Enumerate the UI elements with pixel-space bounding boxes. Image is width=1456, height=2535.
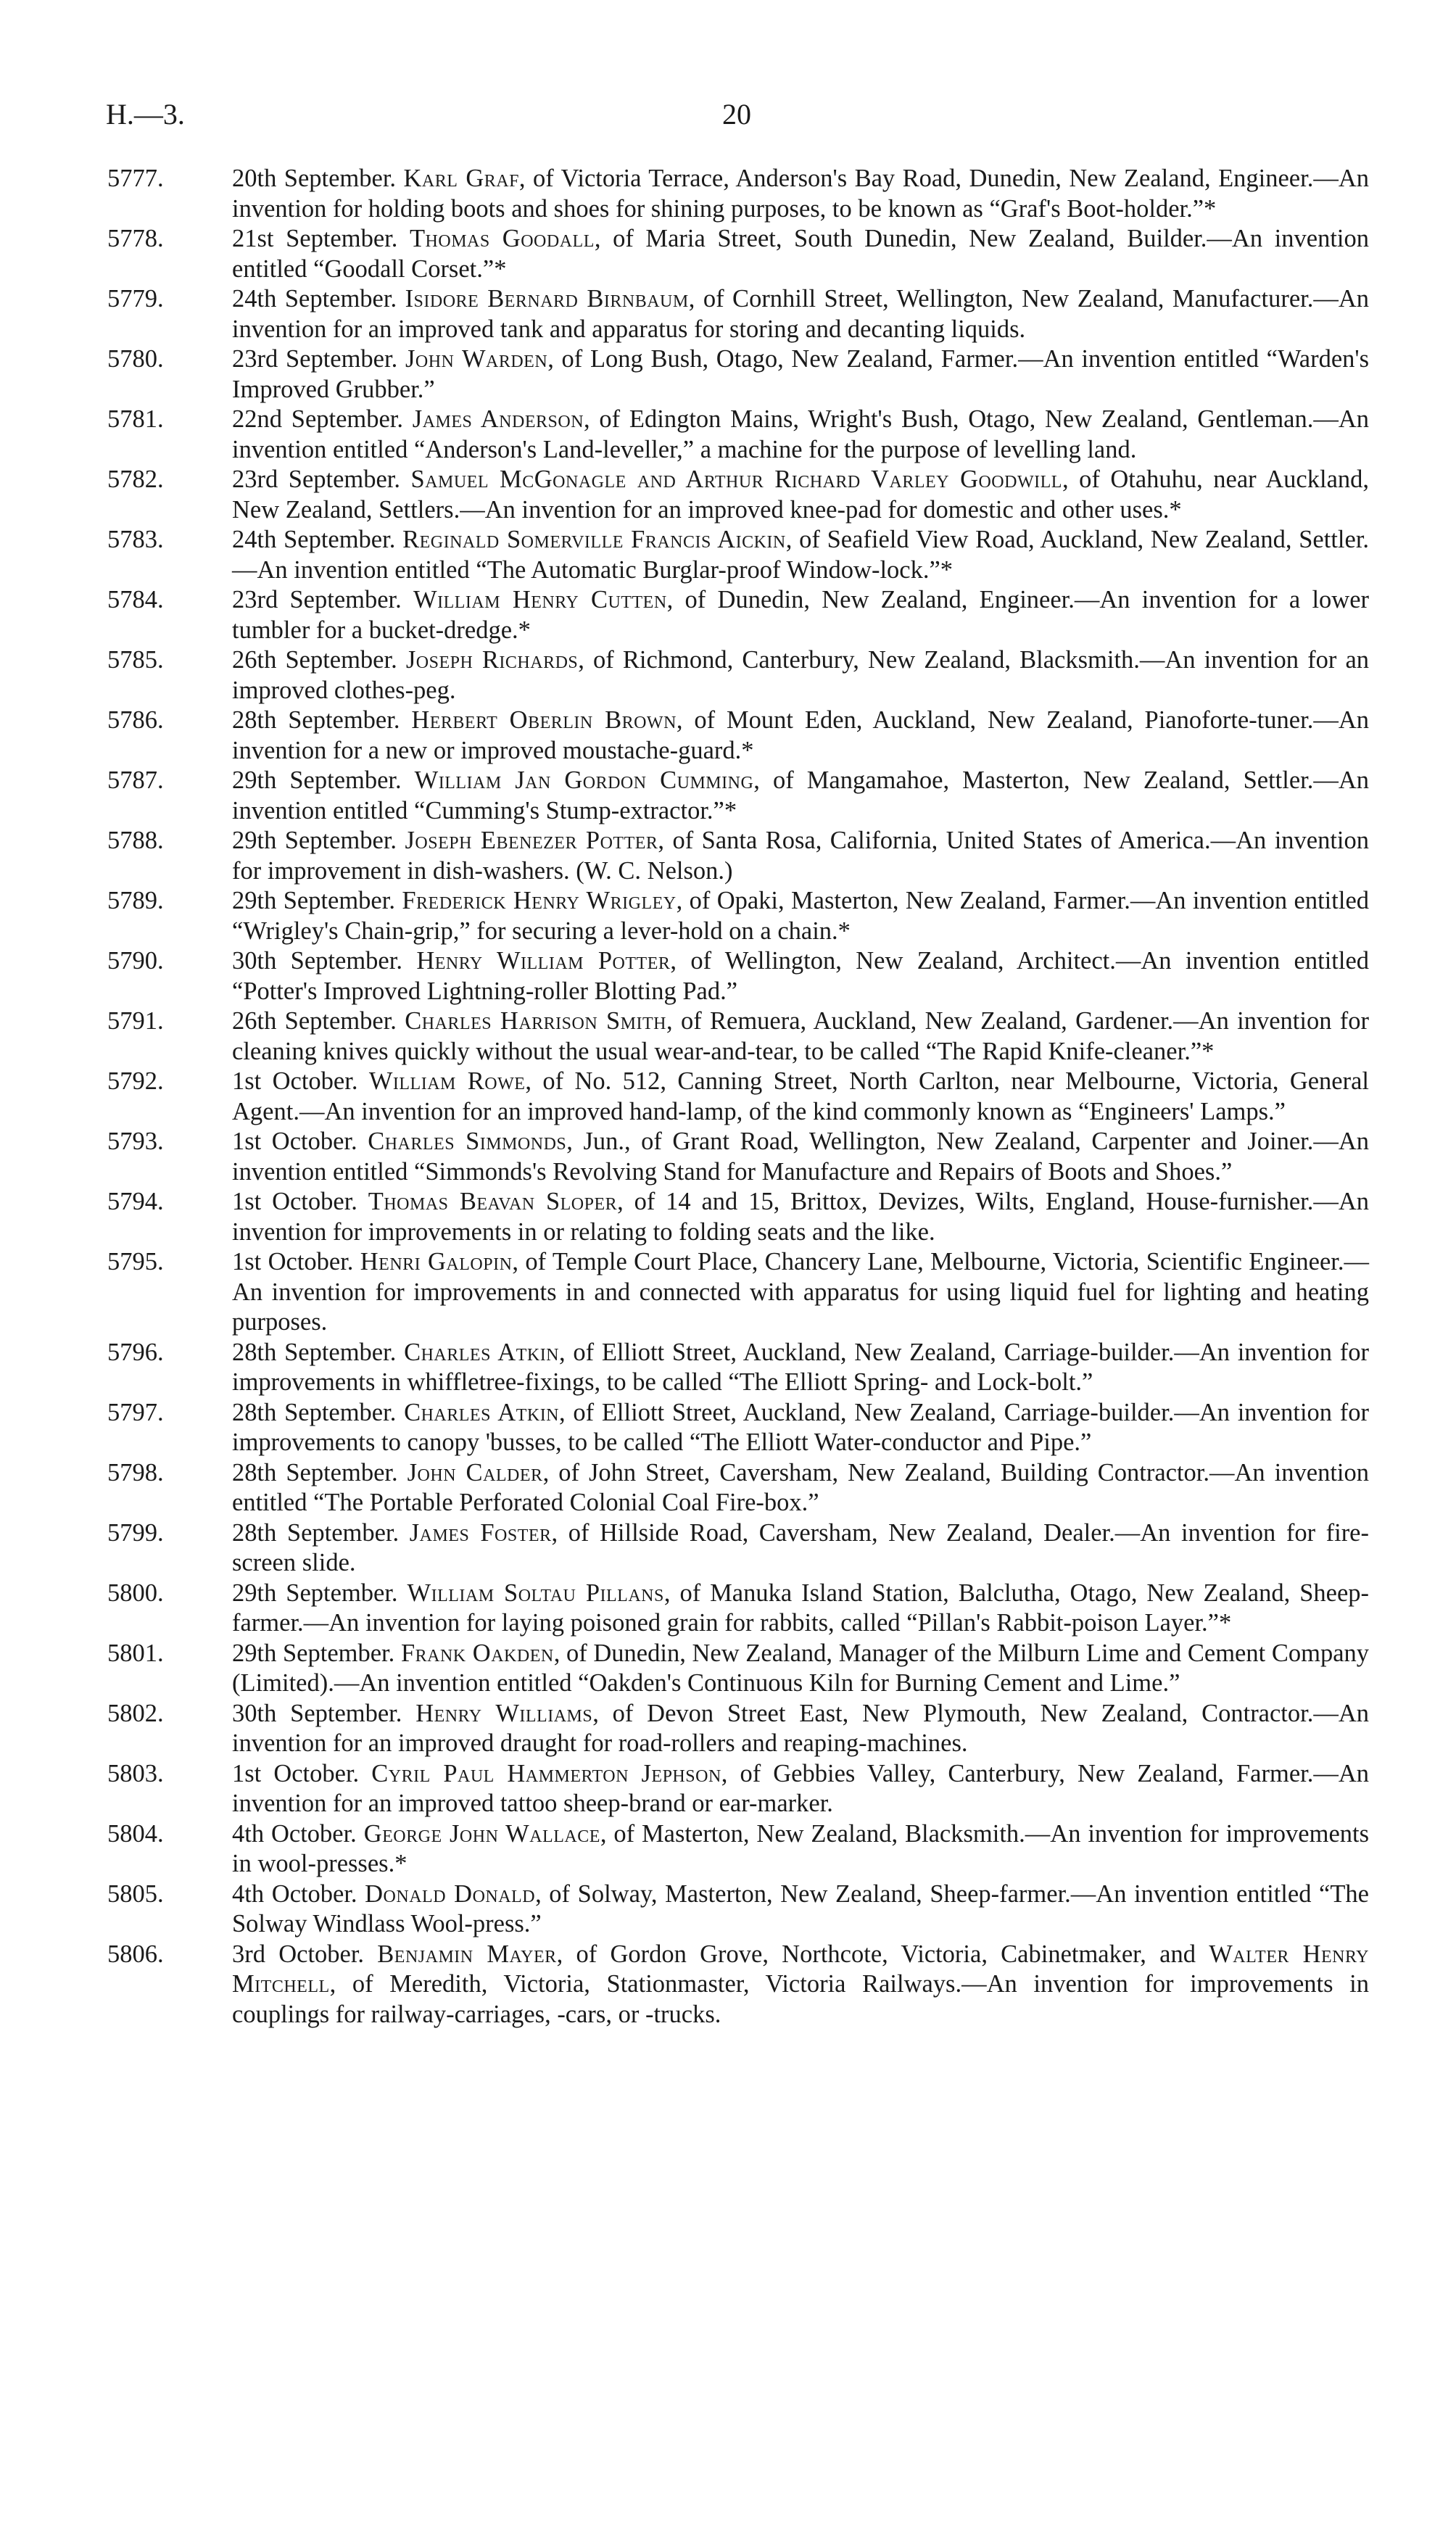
entry-date: 20th September. [232, 165, 397, 192]
entry-number: 5795. [107, 1248, 164, 1275]
entry-number: 5794. [107, 1188, 164, 1215]
entry-date: 4th October. [232, 1819, 357, 1848]
patent-entry [107, 1518, 1369, 1579]
entry-text [232, 525, 1369, 585]
entry-text [232, 1458, 1369, 1518]
entry-date: 28th September. [232, 1518, 400, 1547]
patent-entry [107, 1759, 1369, 1819]
entry-date: 30th September. [232, 1699, 402, 1727]
entry-number: 5784. [107, 586, 164, 613]
applicant-name: Reginald Somerville Francis Aickin [402, 526, 786, 553]
entry-description: , of Otahuhu, near Auckland, New Zealand, Settlers.—An invention for an improved knee-pad for domestic and other uses.* [232, 466, 1370, 524]
entry-description: , of Devon Street East, New Plymouth, New Zealand, Contractor.—An invention for an improved draught for road-rollers and reaping-machines. [232, 1699, 1370, 1757]
entry-date: 26th September. [232, 646, 397, 674]
entry-text [232, 1940, 1369, 2030]
applicant-name: William Rowe [368, 1067, 526, 1095]
entry-date: 29th September. [232, 1579, 398, 1607]
entry-date: 26th September. [232, 1007, 397, 1035]
patent-entry [107, 1338, 1369, 1398]
entry-number: 5798. [107, 1458, 164, 1486]
entry-description: , of Masterton, New Zealand, Blacksmith.—An invention for improvements in wool-presses.* [232, 1819, 1370, 1877]
entry-description: , of John Street, Caversham, New Zealand, Building Contractor.—An invention entitled “The Portable Perforated Colonial Coal Fire-box.” [232, 1458, 1369, 1516]
applicant-name: Isidore Bernard Birnbaum [405, 285, 689, 313]
entry-text [232, 1518, 1369, 1579]
entry-date: 29th September. [232, 887, 395, 914]
entry-description: , of No. 512, Canning Street, North Carlton, near Melbourne, Victoria, General Agent.—An invention for an improved hand-lamp, of the kind commonly known as “Engineers' Lamps.” [232, 1067, 1370, 1125]
patent-entry [107, 1639, 1369, 1699]
entry-text [232, 585, 1369, 645]
patent-entry [107, 766, 1369, 826]
entry-date: 3rd October. [232, 1940, 365, 1968]
entry-description: , of Mangamahoe, Masterton, New Zealand, Settler.—An invention entitled “Cumming's Stump-extractor.”* [232, 766, 1370, 824]
entry-number: 5805. [107, 1879, 164, 1908]
entry-text [232, 946, 1369, 1006]
patent-entry [107, 1067, 1369, 1127]
entry-number: 5800. [107, 1579, 164, 1607]
entry-number: 5780. [107, 345, 164, 373]
entry-number: 5786. [107, 706, 164, 734]
patent-entry [107, 826, 1369, 886]
entry-date: 1st October. [232, 1248, 354, 1275]
entry-date: 29th September. [232, 1639, 395, 1667]
entry-description: , of Dunedin, New Zealand, Engineer.—An invention for a lower tumbler for a bucket-dredge.* [232, 586, 1369, 644]
entry-date: 1st October. [232, 1759, 360, 1787]
applicant-name: Frank Oakden [400, 1639, 554, 1667]
applicant-name: Charles Atkin [404, 1398, 560, 1426]
patent-entry [107, 1006, 1369, 1067]
entry-description: , of Gebbies Valley, Canterbury, New Zealand, Farmer.—An invention for an improved tattoo sheep-brand or ear-marker. [232, 1759, 1370, 1817]
applicant-name: George John Wallace [363, 1819, 600, 1848]
entry-date: 23rd September. [232, 586, 402, 613]
entry-text [232, 1879, 1369, 1940]
entry-text [232, 1187, 1369, 1247]
entry-date: 30th September. [232, 947, 402, 975]
entry-date: 23rd September. [232, 466, 401, 493]
applicant-name: Charles Harrison Smith [405, 1007, 666, 1035]
entry-number: 5782. [107, 466, 164, 493]
patent-entry [107, 645, 1369, 706]
entry-text [232, 465, 1369, 525]
entry-number: 5785. [107, 646, 164, 674]
entry-description: , of Manuka Island Station, Balclutha, Otago, New Zealand, Sheep-farmer.—An invention for laying poisoned grain for rabbits, called “Pillan's Rabbit-poison Layer.”* [232, 1579, 1370, 1637]
entry-text [232, 1579, 1369, 1639]
entry-number: 5796. [107, 1338, 164, 1366]
page-number: 20 [722, 98, 751, 131]
entry-number: 5777. [107, 165, 164, 192]
entry-date: 22nd September. [232, 405, 404, 433]
applicant-name: Joseph Ebenezer Potter [405, 827, 658, 854]
entry-description: , of Remuera, Auckland, New Zealand, Gardener.—An invention for cleaning knives quickly without the usual wear-and-tear, to be called “The Rapid Knife-cleaner.”* [232, 1007, 1369, 1065]
entry-date: 23rd September. [232, 345, 398, 373]
applicant-name: Benjamin Mayer [377, 1940, 557, 1968]
entry-text [232, 1127, 1369, 1187]
entry-number: 5781. [107, 405, 164, 433]
applicant-name-second: Walter Henry Mitchell [232, 1940, 1370, 1998]
entry-description: , of Santa Rosa, California, United States of America.—An invention for improvement in dish-washers. (W. C. Nelson.) [232, 827, 1370, 885]
entry-description: , of Elliott Street, Auckland, New Zealand, Carriage-builder.—An invention for improvements in whiffletree-fixings, to be called “The Elliott Spring- and Lock-bolt.” [232, 1338, 1370, 1396]
patent-entry [107, 1458, 1369, 1518]
entry-text [232, 826, 1369, 886]
entry-text [232, 1699, 1369, 1759]
applicant-name: Joseph Richards [405, 646, 579, 674]
entry-date: 1st October. [232, 1067, 358, 1095]
applicant-name: John Calder [407, 1458, 543, 1486]
entry-date: 24th September. [232, 526, 396, 553]
entry-date: 28th September. [232, 706, 400, 734]
applicant-name: Henri Galopin [360, 1248, 513, 1275]
applicant-name: Herbert Oberlin Brown [411, 706, 677, 734]
entry-description: , of Seafield View Road, Auckland, New Zealand, Settler.—An invention entitled “The Automatic Burglar-proof Window-lock.”* [232, 526, 1370, 584]
patent-entry [107, 1127, 1369, 1187]
entry-number: 5778. [107, 225, 164, 252]
applicant-name: Donald Donald [365, 1879, 536, 1908]
entry-text [232, 645, 1369, 706]
patent-entry [107, 1819, 1369, 1879]
entry-description: , of Temple Court Place, Chancery Lane, Melbourne, Victoria, Scientific Engineer.—An invention for improvements in and connected with apparatus for using liquid fuel for lighting and heating purposes. [232, 1248, 1369, 1336]
entry-number: 5797. [107, 1398, 164, 1426]
entry-date: 24th September. [232, 285, 397, 313]
entry-date: 4th October. [232, 1879, 357, 1908]
entry-description: , Jun., of Grant Road, Wellington, New Zealand, Carpenter and Joiner.—An invention entitled “Simmonds's Revolving Stand for Manufacture and Repairs of Boots and Shoes.” [232, 1128, 1370, 1186]
entry-description: , of Elliott Street, Auckland, New Zealand, Carriage-builder.—An invention for improvements to canopy 'busses, to be called “The Elliott Water-conductor and Pipe.” [232, 1398, 1370, 1456]
entry-text [232, 405, 1369, 465]
applicant-name: Samuel McGonagle and Arthur Richard Varley Goodwill [410, 466, 1062, 493]
entry-number: 5793. [107, 1128, 164, 1155]
document-reference: H.—3. [106, 98, 185, 131]
patent-entry-list [107, 164, 1369, 2030]
patent-entry [107, 1579, 1369, 1639]
applicant-name: Thomas Beavan Sloper [368, 1188, 618, 1215]
applicant-name: William Soltau Pillans [407, 1579, 664, 1607]
applicant-name: William Jan Gordon Cumming [414, 766, 754, 794]
entry-number: 5799. [107, 1518, 164, 1547]
entry-number: 5788. [107, 827, 164, 854]
applicant-name: Charles Simmonds [368, 1128, 567, 1155]
entry-date: 28th September. [232, 1338, 397, 1366]
applicant-name: William Henry Cutten [413, 586, 667, 613]
patent-entry [107, 1398, 1369, 1458]
patent-entry [107, 886, 1369, 946]
entry-description: , of Wellington, New Zealand, Architect.—An invention entitled “Potter's Improved Lightning-roller Blotting Pad.” [232, 947, 1370, 1005]
entry-description: , of Hillside Road, Caversham, New Zealand, Dealer.—An invention for fire-screen slide. [232, 1518, 1369, 1576]
entry-date: 28th September. [232, 1398, 397, 1426]
entry-date: 29th September. [232, 766, 402, 794]
patent-entry [107, 585, 1369, 645]
patent-entry [107, 344, 1369, 405]
entry-text [232, 766, 1369, 826]
entry-description: , of Victoria Terrace, Anderson's Bay Road, Dunedin, New Zealand, Engineer.—An invention for holding boots and shoes for shining purposes, to be known as “Graf's Boot-holder.”* [232, 165, 1369, 223]
entry-description: , of Mount Eden, Auckland, New Zealand, Pianoforte-tuner.—An invention for a new or improved moustache-guard.* [232, 706, 1369, 764]
entry-number: 5790. [107, 947, 164, 975]
entry-number: 5779. [107, 285, 164, 313]
patent-entry [107, 1940, 1369, 2030]
patent-entry [107, 405, 1369, 465]
entry-date: 1st October. [232, 1188, 357, 1215]
entry-description: , of Cornhill Street, Wellington, New Zealand, Manufacturer.—An invention for an improved tank and apparatus for storing and decanting liquids. [232, 285, 1370, 343]
patent-entry [107, 946, 1369, 1006]
entry-number: 5787. [107, 766, 164, 794]
patent-entry [107, 1879, 1369, 1940]
patent-entry [107, 1699, 1369, 1759]
applicant-name: Frederick Henry Wrigley [402, 887, 677, 914]
page-header [106, 97, 1368, 141]
entry-number: 5802. [107, 1699, 164, 1727]
applicant-name: Cyril Paul Hammerton Jephson [371, 1759, 721, 1787]
entry-text [232, 164, 1369, 224]
applicant-name: James Foster [409, 1518, 552, 1547]
entry-description: , of Long Bush, Otago, New Zealand, Farmer.—An invention entitled “Warden's Improved Grubber.” [232, 345, 1370, 403]
entry-description: , of 14 and 15, Brittox, Devizes, Wilts, England, House-furnisher.—An invention for improvements in or relating to folding seats and the like. [232, 1188, 1370, 1246]
entry-text [232, 1759, 1369, 1819]
entry-text [232, 1398, 1369, 1458]
entry-description: , of Maria Street, South Dunedin, New Zealand, Builder.—An invention entitled “Goodall Corset.”* [232, 225, 1369, 283]
entry-description: , of Opaki, Masterton, New Zealand, Farmer.—An invention entitled “Wrigley's Chain-grip,” for securing a lever-hold on a chain.* [232, 887, 1370, 945]
entry-date: 28th September. [232, 1458, 398, 1486]
entry-text [232, 886, 1369, 946]
patent-entry [107, 706, 1369, 766]
entry-description-second: , of Meredith, Victoria, Stationmaster, Victoria Railways.—An invention for improvements in couplings for railway-carriages, -cars, or -trucks. [232, 1970, 1369, 2028]
applicant-name: Karl Graf [403, 165, 519, 192]
patent-entry [107, 525, 1369, 585]
entry-text [232, 1006, 1369, 1067]
entry-text [232, 1639, 1369, 1699]
applicant-name: Charles Atkin [404, 1338, 560, 1366]
entry-number: 5803. [107, 1759, 164, 1787]
entry-number: 5783. [107, 526, 164, 553]
patent-entry [107, 1247, 1369, 1338]
entry-date: 1st October. [232, 1128, 357, 1155]
entry-description: , of Edington Mains, Wright's Bush, Otago, New Zealand, Gentleman.—An invention entitled “Anderson's Land-leveller,” a machine for the purpose of levelling land. [232, 405, 1370, 463]
entry-text [232, 1338, 1369, 1398]
applicant-name: John Warden [405, 345, 548, 373]
patent-entry [107, 164, 1369, 224]
entry-date: 29th September. [232, 827, 397, 854]
entry-text [232, 284, 1369, 344]
entry-description: , of Dunedin, New Zealand, Manager of the Milburn Lime and Cement Company (Limited).—An invention entitled “Oakden's Continuous Kiln for Burning Cement and Lime.” [232, 1639, 1370, 1697]
entry-text [232, 1067, 1369, 1127]
entry-number: 5792. [107, 1067, 164, 1095]
entry-number: 5789. [107, 887, 164, 914]
entry-number: 5804. [107, 1819, 164, 1848]
patent-entry [107, 284, 1369, 344]
applicant-name: Henry William Potter [416, 947, 671, 975]
applicant-name: Thomas Goodall [409, 225, 595, 252]
entry-text [232, 1819, 1369, 1879]
applicant-name: James Anderson [412, 405, 584, 433]
entry-text [232, 224, 1369, 284]
patent-entry [107, 465, 1369, 525]
entry-number: 5791. [107, 1007, 164, 1035]
entry-description: , of Solway, Masterton, New Zealand, Sheep-farmer.—An invention entitled “The Solway Windlass Wool-press.” [232, 1879, 1369, 1938]
entry-description: , of Richmond, Canterbury, New Zealand, Blacksmith.—An invention for an improved clothes-peg. [232, 646, 1370, 704]
applicant-name: Henry Williams [415, 1699, 593, 1727]
entry-text [232, 344, 1369, 405]
patent-entry [107, 224, 1369, 284]
entry-number: 5801. [107, 1639, 164, 1667]
entry-number: 5806. [107, 1940, 164, 1968]
entry-text [232, 706, 1369, 766]
entry-date: 21st September. [232, 225, 398, 252]
entry-text [232, 1247, 1369, 1338]
patent-entry [107, 1187, 1369, 1247]
entry-description: , of Gordon Grove, Northcote, Victoria, Cabinetmaker, and [556, 1940, 1209, 1968]
